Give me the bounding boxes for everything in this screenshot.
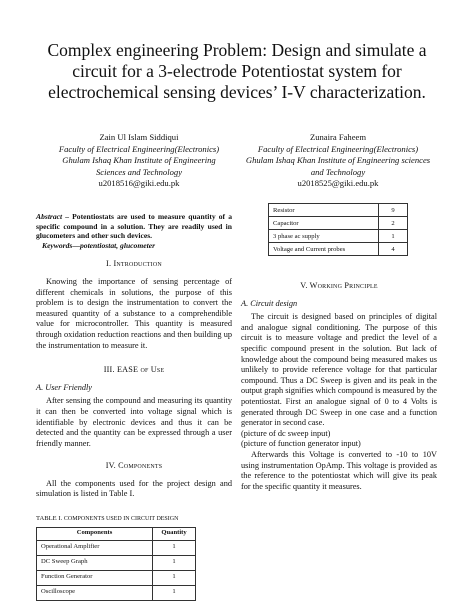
author-block-1 xyxy=(48,132,230,190)
table-cell: 3 phase ac supply xyxy=(269,230,379,243)
table-cell: Voltage and Current probes xyxy=(269,243,379,256)
table1-caption-text: COMPONENTS USED IN CIRCUIT DESIGN xyxy=(63,516,179,523)
table-cell: Capacitor xyxy=(269,217,379,230)
table-cell: DC Sweep Graph xyxy=(37,555,153,570)
table-row xyxy=(37,585,196,600)
author-department: Faculty of Electrical Engineering(Electronics) xyxy=(58,143,220,154)
author-institute: Ghulam Ishaq Khan Institute of Engineering sciences and Technology xyxy=(245,155,431,177)
paper-title: Complex engineering Problem: Design and simulate a circuit for a 3-electrode Potentiostat system for electrochemical sensing devices’ I-V characterization. xyxy=(47,40,427,102)
table-row xyxy=(37,570,196,585)
keywords xyxy=(36,241,232,251)
components-table-continued xyxy=(268,203,408,256)
abstract-label: Abstract – xyxy=(36,212,70,221)
table-cell: Function Generator xyxy=(37,570,153,585)
circuit-design-text-2: Afterwards this Voltage is converted to -10 to 10V using instrumentation OpAmp. This voltage is provided as the reference to the potentiostat which will give its peak for the specific quantity it measures. xyxy=(241,449,437,491)
table-row xyxy=(269,230,408,243)
author-institute: Ghulam Ishaq Khan Institute of Engineering Sciences and Technology xyxy=(62,155,216,177)
table-cell: 1 xyxy=(153,540,196,555)
table-cell: 1 xyxy=(379,230,408,243)
table-cell: 1 xyxy=(153,555,196,570)
components-text: All the components used for the project design and simulation is listed in Table I. xyxy=(36,478,232,499)
table-row xyxy=(37,555,196,570)
table-cell: 9 xyxy=(379,204,408,217)
introduction-text: Knowing the importance of sensing percentage of different chemicals in solutions, the purpose of this problem is to design the instrumentation to convert the measured quantity of a substance to a comprehendible value for microcontroller. This quantity is measured through oxidation reduction reactions and then building up the instrumentation to measure it. xyxy=(36,276,232,350)
circuit-design-text: The circuit is designed based on principles of digital and analogue signal conditioning. The purpose of this circuit is to measure voltage and predict the level of a specific compound present in the solution. But lack of knowledge about the compound being measured makes us unlikely to provide reference voltage for that particular compound. Thus a DC Sweep is given and its peak in the output graph signifies which compound is measured by the potentiostat. First an analogue signal of 0 to 4 Volts is generated through DC Sweep in one case and a function generator in second case. xyxy=(241,312,437,428)
table-cell: 1 xyxy=(153,585,196,600)
section-heading-working-principle: V. Working Principle xyxy=(300,281,378,290)
table1-caption xyxy=(36,514,232,525)
author-email: u2018525@giki.edu.pk xyxy=(297,178,379,188)
figure-note-function-generator: (picture of function generator input) xyxy=(241,439,361,449)
table-header-components: Components xyxy=(37,527,153,540)
author-name: Zunaira Faheem xyxy=(309,132,367,142)
table-row xyxy=(269,204,408,217)
author-department: Faculty of Electrical Engineering(Electronics) xyxy=(257,143,419,154)
table-header-quantity: Quantity xyxy=(153,527,196,540)
table-row xyxy=(269,217,408,230)
table-cell: Operational Amplifier xyxy=(37,540,153,555)
left-column xyxy=(36,212,232,601)
author-block-2 xyxy=(245,132,431,190)
subsection-heading-circuit-design: A. Circuit design xyxy=(241,298,298,308)
user-friendly-text: After sensing the compound and measuring its quantity it can then be converted into voltage signal which is identifiable by electronic devices and thus it can be detected and the quantity can be expressed through a user friendly manner. xyxy=(36,396,232,448)
section-heading-components: IV. Components xyxy=(105,461,163,471)
table-cell: 4 xyxy=(379,243,408,256)
table-row xyxy=(269,243,408,256)
table-row xyxy=(37,540,196,555)
author-email: u2018516@giki.edu.pk xyxy=(98,178,180,188)
abstract xyxy=(36,212,232,241)
keywords-label: Keywords— xyxy=(42,240,80,250)
components-table xyxy=(36,527,196,601)
table1-caption-prefix: TABLE I. xyxy=(36,515,63,523)
subsection-heading-user-friendly: A. User Friendly xyxy=(36,382,92,392)
right-column xyxy=(241,272,437,492)
author-name: Zain Ul Islam Siddiqui xyxy=(99,132,179,142)
abstract-text: Potentiostats are used to measure quantity of a specific compound in a solution. They are readily used in glucometers and other such devices. xyxy=(36,212,232,241)
table-cell: Oscilloscope xyxy=(37,585,153,600)
table-cell: 2 xyxy=(379,217,408,230)
section-heading-introduction: I. Introduction xyxy=(106,259,162,269)
table-header-row xyxy=(37,527,196,540)
table-cell: Resistor xyxy=(269,204,379,217)
keywords-text: potentiostat, glucometer xyxy=(79,240,156,250)
table-cell: 1 xyxy=(153,570,196,585)
figure-note-dc-sweep: (picture of dc sweep input) xyxy=(241,428,331,438)
section-heading-ease-of-use: III. EASE of Use xyxy=(103,365,165,375)
